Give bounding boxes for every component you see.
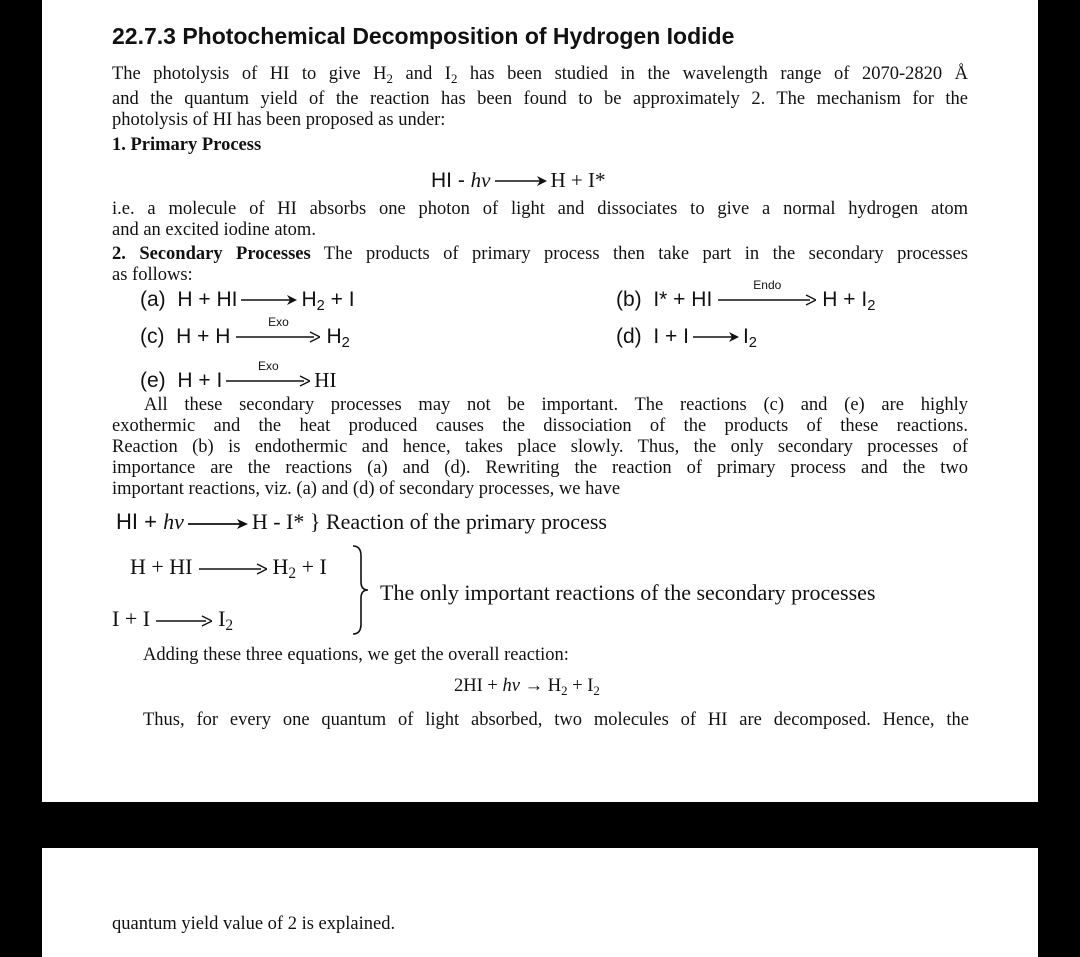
discussion-paragraph <box>112 395 968 500</box>
reaction-arrow <box>495 175 547 187</box>
discussion-line-2: exothermic and the heat produced causes the dissociation of the products of these reactions. <box>112 416 968 436</box>
reaction-c: (c) H + H Exo $H_2$ <box>140 315 350 351</box>
primary-process-title: 1. Primary Process <box>112 135 262 155</box>
intro-line-2: and the quantum yield of the reaction has been found to be approximately 2. The mechanism for the <box>112 89 968 109</box>
arrow-label-exo: Exo <box>268 315 289 330</box>
reaction-arrow <box>693 331 739 343</box>
page2-line: quantum yield value of 2 is explained. <box>112 914 396 934</box>
reaction-arrow-exo <box>236 315 320 343</box>
section-heading: 22.7.3 Photochemical Decomposition of Hydrogen Iodide <box>112 23 735 49</box>
reaction-b: (b) I* + HI Endo $H + I_2$ <box>616 278 876 314</box>
summary-primary-reaction: HI + hv H - I* } Reaction of the primary process <box>116 509 607 534</box>
arrow-label-exo: Exo <box>257 359 279 374</box>
intro-line-1: The photolysis of HI to give $H_2$ and $I_2$ has been studied in the wavelength range of 2070-2820 Å <box>112 64 968 86</box>
reaction-e: (e) H + I Exo HI <box>140 359 337 392</box>
summary-secondary-reaction-1: H + HI $H_2 + I$ <box>130 554 327 582</box>
secondary-intro-line-2: as follows: <box>112 265 193 285</box>
discussion-line-5: important reactions, viz. (a) and (d) of secondary processes, we have <box>112 479 621 499</box>
arrow-label-endo: Endo <box>753 278 782 293</box>
primary-expl-line-1: i.e. a molecule of HI absorbs one photon of light and dissociates to give a normal hydrogen atom <box>112 199 968 219</box>
reaction-arrow <box>199 563 267 575</box>
primary-expl-line-2: and an excited iodine atom. <box>112 220 316 240</box>
intro-paragraph <box>112 64 968 131</box>
brace-label: The only important reactions of the secondary processes <box>380 580 876 605</box>
conclusion-line: Thus, for every one quantum of light absorbed, two molecules of HI are decomposed. Hence, the <box>143 710 969 730</box>
reaction-arrow-exo <box>226 359 310 387</box>
reaction-a: (a) H + HI $H_2 + I$ <box>140 288 355 314</box>
curly-brace <box>351 544 371 636</box>
primary-equation: HI - hv H + I* <box>431 168 606 192</box>
reaction-arrow-endo <box>718 278 816 306</box>
reaction-arrow <box>241 294 297 306</box>
reaction-d: (d) I + I $I_2$ <box>616 325 757 351</box>
discussion-line-1: All these secondary processes may not be important. The reactions (c) and (e) are highly <box>144 395 968 415</box>
summary-secondary-reaction-2: I + I $I_2$ <box>112 606 234 634</box>
secondary-intro <box>112 244 968 286</box>
primary-explanation <box>112 199 968 241</box>
overall-equation: 2HI + hv → $H_2 + I_2$ <box>454 676 600 698</box>
secondary-intro-line-1: 2. Secondary Processes The products of primary process then take part in the secondary processes <box>112 244 968 264</box>
document-page-2 <box>42 848 1038 957</box>
reaction-arrow <box>188 518 248 530</box>
discussion-line-3: Reaction (b) is endothermic and hence, takes place slowly. Thus, the only secondary processes of <box>112 437 968 457</box>
intro-line-3: photolysis of HI has been proposed as under: <box>112 110 446 130</box>
discussion-line-4: importance are the reactions (a) and (d). Rewriting the reaction of primary process and the two <box>112 458 968 478</box>
overall-intro: Adding these three equations, we get the overall reaction: <box>143 645 569 665</box>
document-page-1 <box>42 0 1038 802</box>
reaction-arrow <box>156 615 212 627</box>
